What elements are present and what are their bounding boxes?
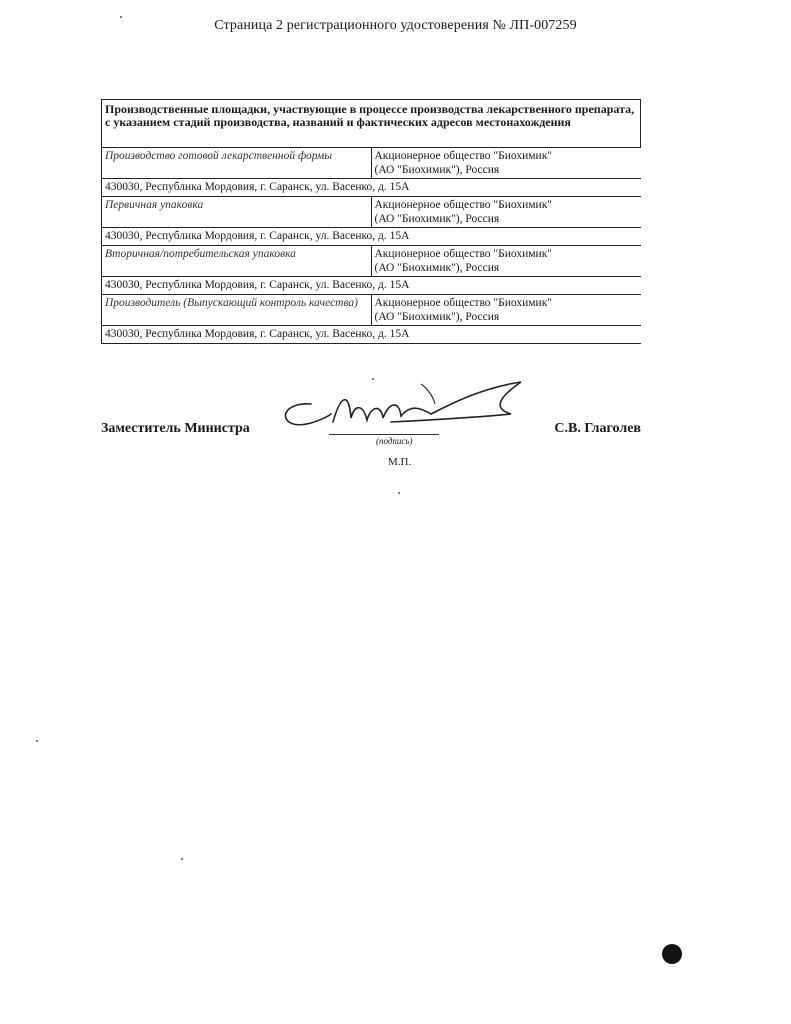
address-cell: 430030, Республика Мордовия, г. Саранск, ул. Васенко, д. 15А: [102, 179, 641, 197]
table-row: [102, 295, 641, 326]
table-row: [102, 228, 641, 246]
address-cell: 430030, Республика Мордовия, г. Саранск, ул. Васенко, д. 15А: [102, 228, 641, 246]
org-short-name: (АО "Биохимик"), Россия: [374, 262, 500, 274]
table-row: [102, 197, 641, 228]
page-header: Страница 2 регистрационного удостоверения № ЛП-007259: [214, 18, 577, 33]
signatory-position: Заместитель Министра: [101, 421, 250, 436]
stage-cell: Производитель (Выпускающий контроль качества): [102, 295, 372, 326]
table-row: [102, 246, 641, 277]
org-name: Акционерное общество "Биохимик": [374, 199, 552, 211]
address-cell: 430030, Республика Мордовия, г. Саранск, ул. Васенко, д. 15А: [102, 277, 641, 295]
signatory-name: С.В. Глаголев: [554, 421, 641, 436]
scan-speck: [398, 492, 400, 494]
org-name: Акционерное общество "Биохимик": [374, 248, 552, 260]
table-row: [102, 277, 641, 295]
table-row: [102, 326, 641, 344]
org-cell: [371, 197, 641, 228]
scan-speck: [36, 740, 38, 742]
scan-speck: [120, 16, 122, 18]
registration-dot: [662, 944, 682, 964]
signature-label: (подпись): [376, 436, 413, 446]
table-row: [102, 179, 641, 197]
stage-cell: Производство готовой лекарственной формы: [102, 148, 372, 179]
stamp-label: М.П.: [388, 456, 412, 468]
org-cell: [371, 148, 641, 179]
signature-block: [101, 384, 641, 494]
org-short-name: (АО "Биохимик"), Россия: [374, 311, 500, 323]
org-name: Акционерное общество "Биохимик": [374, 150, 552, 162]
org-name: Акционерное общество "Биохимик": [374, 297, 552, 309]
table-heading-row: [102, 100, 641, 148]
scan-speck: [181, 858, 183, 860]
table-row: [102, 148, 641, 179]
stage-cell: Первичная упаковка: [102, 197, 372, 228]
org-short-name: (АО "Биохимик"), Россия: [374, 213, 500, 225]
table-heading: Производственные площадки, участвующие в процессе производства лекарственного препарата, с указанием стадий производства, названий и фактических адресов местонахождения: [102, 100, 641, 148]
org-cell: [371, 246, 641, 277]
scan-speck: [372, 378, 374, 380]
address-cell: 430030, Республика Мордовия, г. Саранск, ул. Васенко, д. 15А: [102, 326, 641, 344]
production-sites-table: [101, 99, 641, 344]
org-short-name: (АО "Биохимик"), Россия: [374, 164, 500, 176]
signature-line: [329, 434, 439, 435]
org-cell: [371, 295, 641, 326]
stage-cell: Вторичная/потребительская упаковка: [102, 246, 372, 277]
